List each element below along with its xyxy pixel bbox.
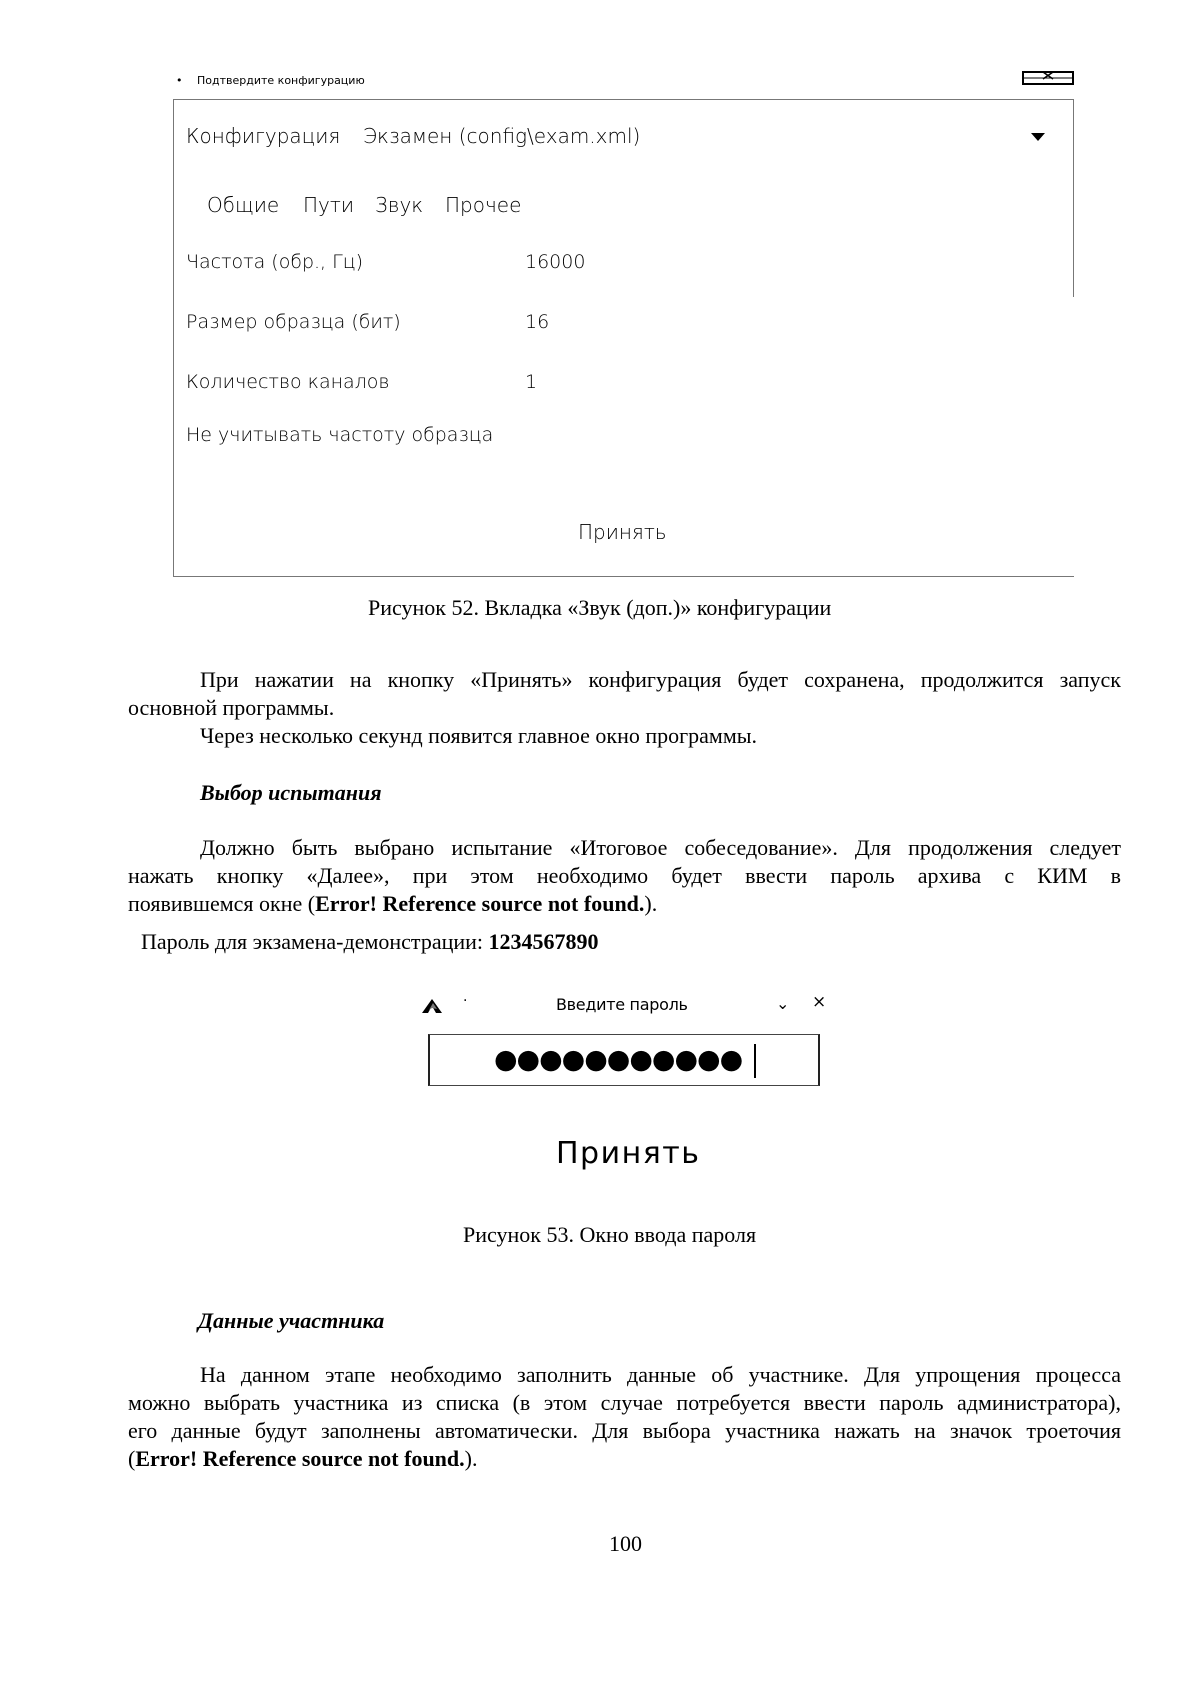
sample-size-label: Размер образца (бит) [186,311,401,333]
close-icon[interactable] [1022,64,1074,86]
reference-error: Error! Reference source not found. [135,1446,465,1471]
ignore-sample-rate-checkbox[interactable]: Не учитывать частоту образца [186,424,494,446]
paragraph-3-text-a: появившемся окне ( [128,891,316,916]
config-dialog [173,99,1074,577]
figure-52-caption: Рисунок 52. Вкладка «Звук (доп.)» конфигурации [368,595,832,620]
close-icon[interactable]: × [812,992,827,1012]
channels-label: Количество каналов [186,371,390,393]
chevron-down-icon[interactable]: ⌄ [776,994,790,1013]
sample-rate-label: Частота (обр., Гц) [186,251,364,273]
paragraph-1-line-1: При нажатии на кнопку «Принять» конфигурация будет сохранена, продолжится запуск [200,667,1121,692]
paragraph-3-text-c: ). [644,891,658,916]
paragraph-4-text-c: ). [464,1446,478,1471]
paragraph-3-line-3 [128,890,1121,918]
title-bullet: • [176,74,183,87]
sample-rate-field[interactable]: 16000 [525,251,586,273]
paragraph-3-line-2: нажать кнопку «Далее», при этом необходимо будет ввести пароль архива с КИМ в [128,863,1121,888]
figure-53-caption: Рисунок 53. Окно ввода пароля [463,1222,757,1247]
tab-sound[interactable]: Звук [375,193,424,217]
title-separator: · [463,993,468,1009]
paragraph-1-line-2: основной программы. [128,695,335,720]
channels-field[interactable]: 1 [525,371,538,393]
section-heading-participant-data: Данные участника [198,1308,385,1333]
page-number: 100 [609,1531,642,1556]
paragraph-2: Через несколько секунд появится главное окно программы. [200,723,758,748]
password-hint-label: Пароль для экзамена-демонстрации: [141,929,489,954]
password-hint [141,928,1121,956]
password-dialog-title: Введите пароль [556,995,688,1014]
password-mask: ●●●●●●●●●●● [494,1044,743,1075]
tab-general[interactable]: Общие [207,193,280,217]
paragraph-4-text-a: ( [128,1446,136,1471]
config-select[interactable]: Экзамен (config\exam.xml) [363,124,641,148]
tab-paths[interactable]: Пути [303,193,355,217]
paragraph-4-line-1: На данном этапе необходимо заполнить данные об участнике. Для упрощения процесса [200,1362,1121,1387]
password-hint-value: 1234567890 [488,929,599,954]
app-logo-icon [421,997,443,1015]
paragraph-4-line-2: можно выбрать участника из списка (в этом случае потребуется ввести пароль администратора), [128,1390,1121,1415]
section-heading-test-selection: Выбор испытания [200,780,382,805]
paragraph-4-line-4 [128,1445,1121,1473]
sample-size-field[interactable]: 16 [525,311,550,333]
reference-error: Error! Reference source not found. [315,891,645,916]
chevron-down-icon[interactable] [1031,133,1045,141]
config-label: Конфигурация [186,124,341,148]
paragraph-4-line-3: его данные будут заполнены автоматически. Для выбора участника нажать на значок троеточия [128,1418,1121,1443]
accept-button[interactable]: Принять [578,520,667,544]
text-cursor [754,1044,756,1078]
paragraph-3-line-1: Должно быть выбрано испытание «Итоговое собеседование». Для продолжения следует [200,835,1121,860]
dialog-title: Подтвердите конфигурацию [197,74,365,87]
tab-other[interactable]: Прочее [445,193,522,217]
accept-password-button[interactable]: Принять [556,1136,701,1171]
dialog-scroll-edge [1073,99,1074,297]
